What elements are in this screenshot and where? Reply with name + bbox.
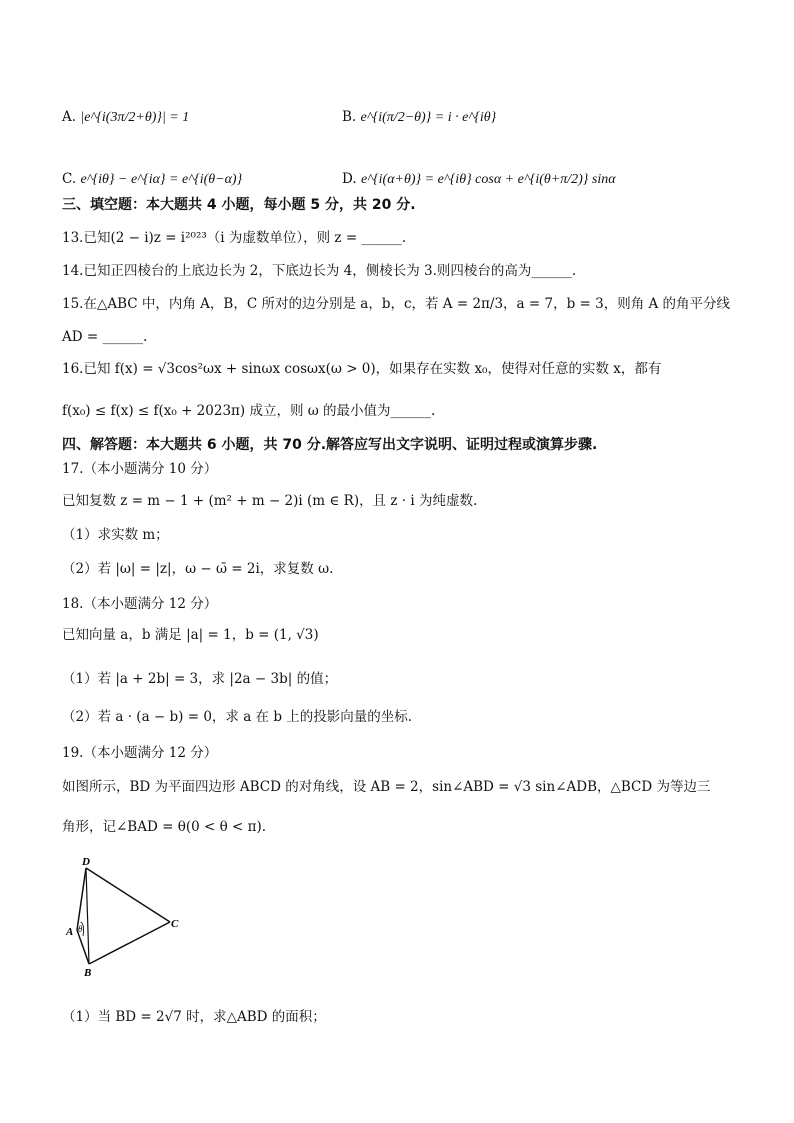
question-18-stem: 已知向量 a，b 满足 |a| = 1，b = (1, √3) <box>62 627 319 643</box>
quadrilateral-figure <box>58 852 188 982</box>
label-a: A <box>66 926 74 938</box>
question-19-part-1: （1）当 BD = 2√7 时，求△ABD 的面积； <box>62 1009 326 1025</box>
question-13: 13.已知(2 − i)z = i²⁰²³（i 为虚数单位），则 z = ______. <box>62 230 407 246</box>
question-17-part-2: （2）若 |ω| = |z|，ω − ω̄ = 2i，求复数 ω. <box>62 561 334 577</box>
question-19-stem-line-1: 如图所示，BD 为平面四边形 ABCD 的对角线，设 AB = 2，sin∠ABD = √3 sin∠ADB，△BCD 为等边三 <box>62 779 711 795</box>
question-19-title: 19.（本小题满分 12 分） <box>62 745 218 761</box>
option-a-math: |e^{i(3π/2+θ)}| = 1 <box>80 110 190 125</box>
option-d-math: e^{i(α+θ)} = e^{iθ} cosα + e^{i(θ+π/2)} sinα <box>360 172 616 187</box>
option-c-label: C. <box>62 171 77 187</box>
question-17-stem: 已知复数 z = m − 1 + (m² + m − 2)i (m ∈ R)，且 z · i 为纯虚数. <box>62 493 478 509</box>
question-15-line-1: 15.在△ABC 中，内角 A，B，C 所对的边分别是 a，b，c，若 A = 2π/3，a = 7，b = 3，则角 A 的角平分线 <box>62 296 731 312</box>
question-14: 14.已知正四棱台的上底边长为 2，下底边长为 4，侧棱长为 3.则四棱台的高为______. <box>62 263 577 279</box>
question-19-stem-line-2: 角形，记∠BAD = θ(0 < θ < π). <box>62 819 267 835</box>
edge-dc <box>86 868 170 922</box>
edge-da <box>77 868 86 930</box>
edge-cb <box>89 922 170 964</box>
option-b-math: e^{i(π/2−θ)} = i · e^{iθ} <box>360 110 497 125</box>
label-d: D <box>82 856 90 868</box>
section-3-heading: 三、填空题：本大题共 4 小题，每小题 5 分，共 20 分. <box>62 197 416 213</box>
section-4-heading: 四、解答题：本大题共 6 小题，共 70 分.解答应写出文字说明、证明过程或演算步骤. <box>62 437 598 453</box>
question-16-line-2: f(x₀) ≤ f(x) ≤ f(x₀ + 2023π) 成立，则 ω 的最小值为______. <box>62 403 436 419</box>
option-a <box>62 108 189 127</box>
question-18-part-2: （2）若 a · (a − b) = 0，求 a 在 b 上的投影向量的坐标. <box>62 709 413 725</box>
option-d-label: D. <box>342 171 357 187</box>
question-17-title: 17.（本小题满分 10 分） <box>62 461 218 477</box>
label-b: B <box>84 967 92 979</box>
option-d <box>342 170 616 189</box>
question-18-title: 18.（本小题满分 12 分） <box>62 596 218 612</box>
question-15-line-2: AD = ______. <box>62 329 148 345</box>
option-a-label: A. <box>62 109 77 125</box>
label-theta: θ <box>78 924 83 934</box>
option-c <box>62 170 242 189</box>
option-b-label: B. <box>342 109 357 125</box>
option-c-math: e^{iθ} − e^{iα} = e^{i(θ−α)} <box>80 172 243 187</box>
question-18-part-1: （1）若 |a + 2b| = 3，求 |2a − 3b| 的值； <box>62 671 338 687</box>
edge-db <box>86 868 89 964</box>
question-17-part-1: （1）求实数 m； <box>62 527 169 543</box>
option-b <box>342 108 496 127</box>
label-c: C <box>171 918 179 930</box>
question-16-line-1: 16.已知 f(x) = √3cos²ωx + sinωx cosωx(ω > 0)，如果存在实数 x₀，使得对任意的实数 x，都有 <box>62 361 662 377</box>
